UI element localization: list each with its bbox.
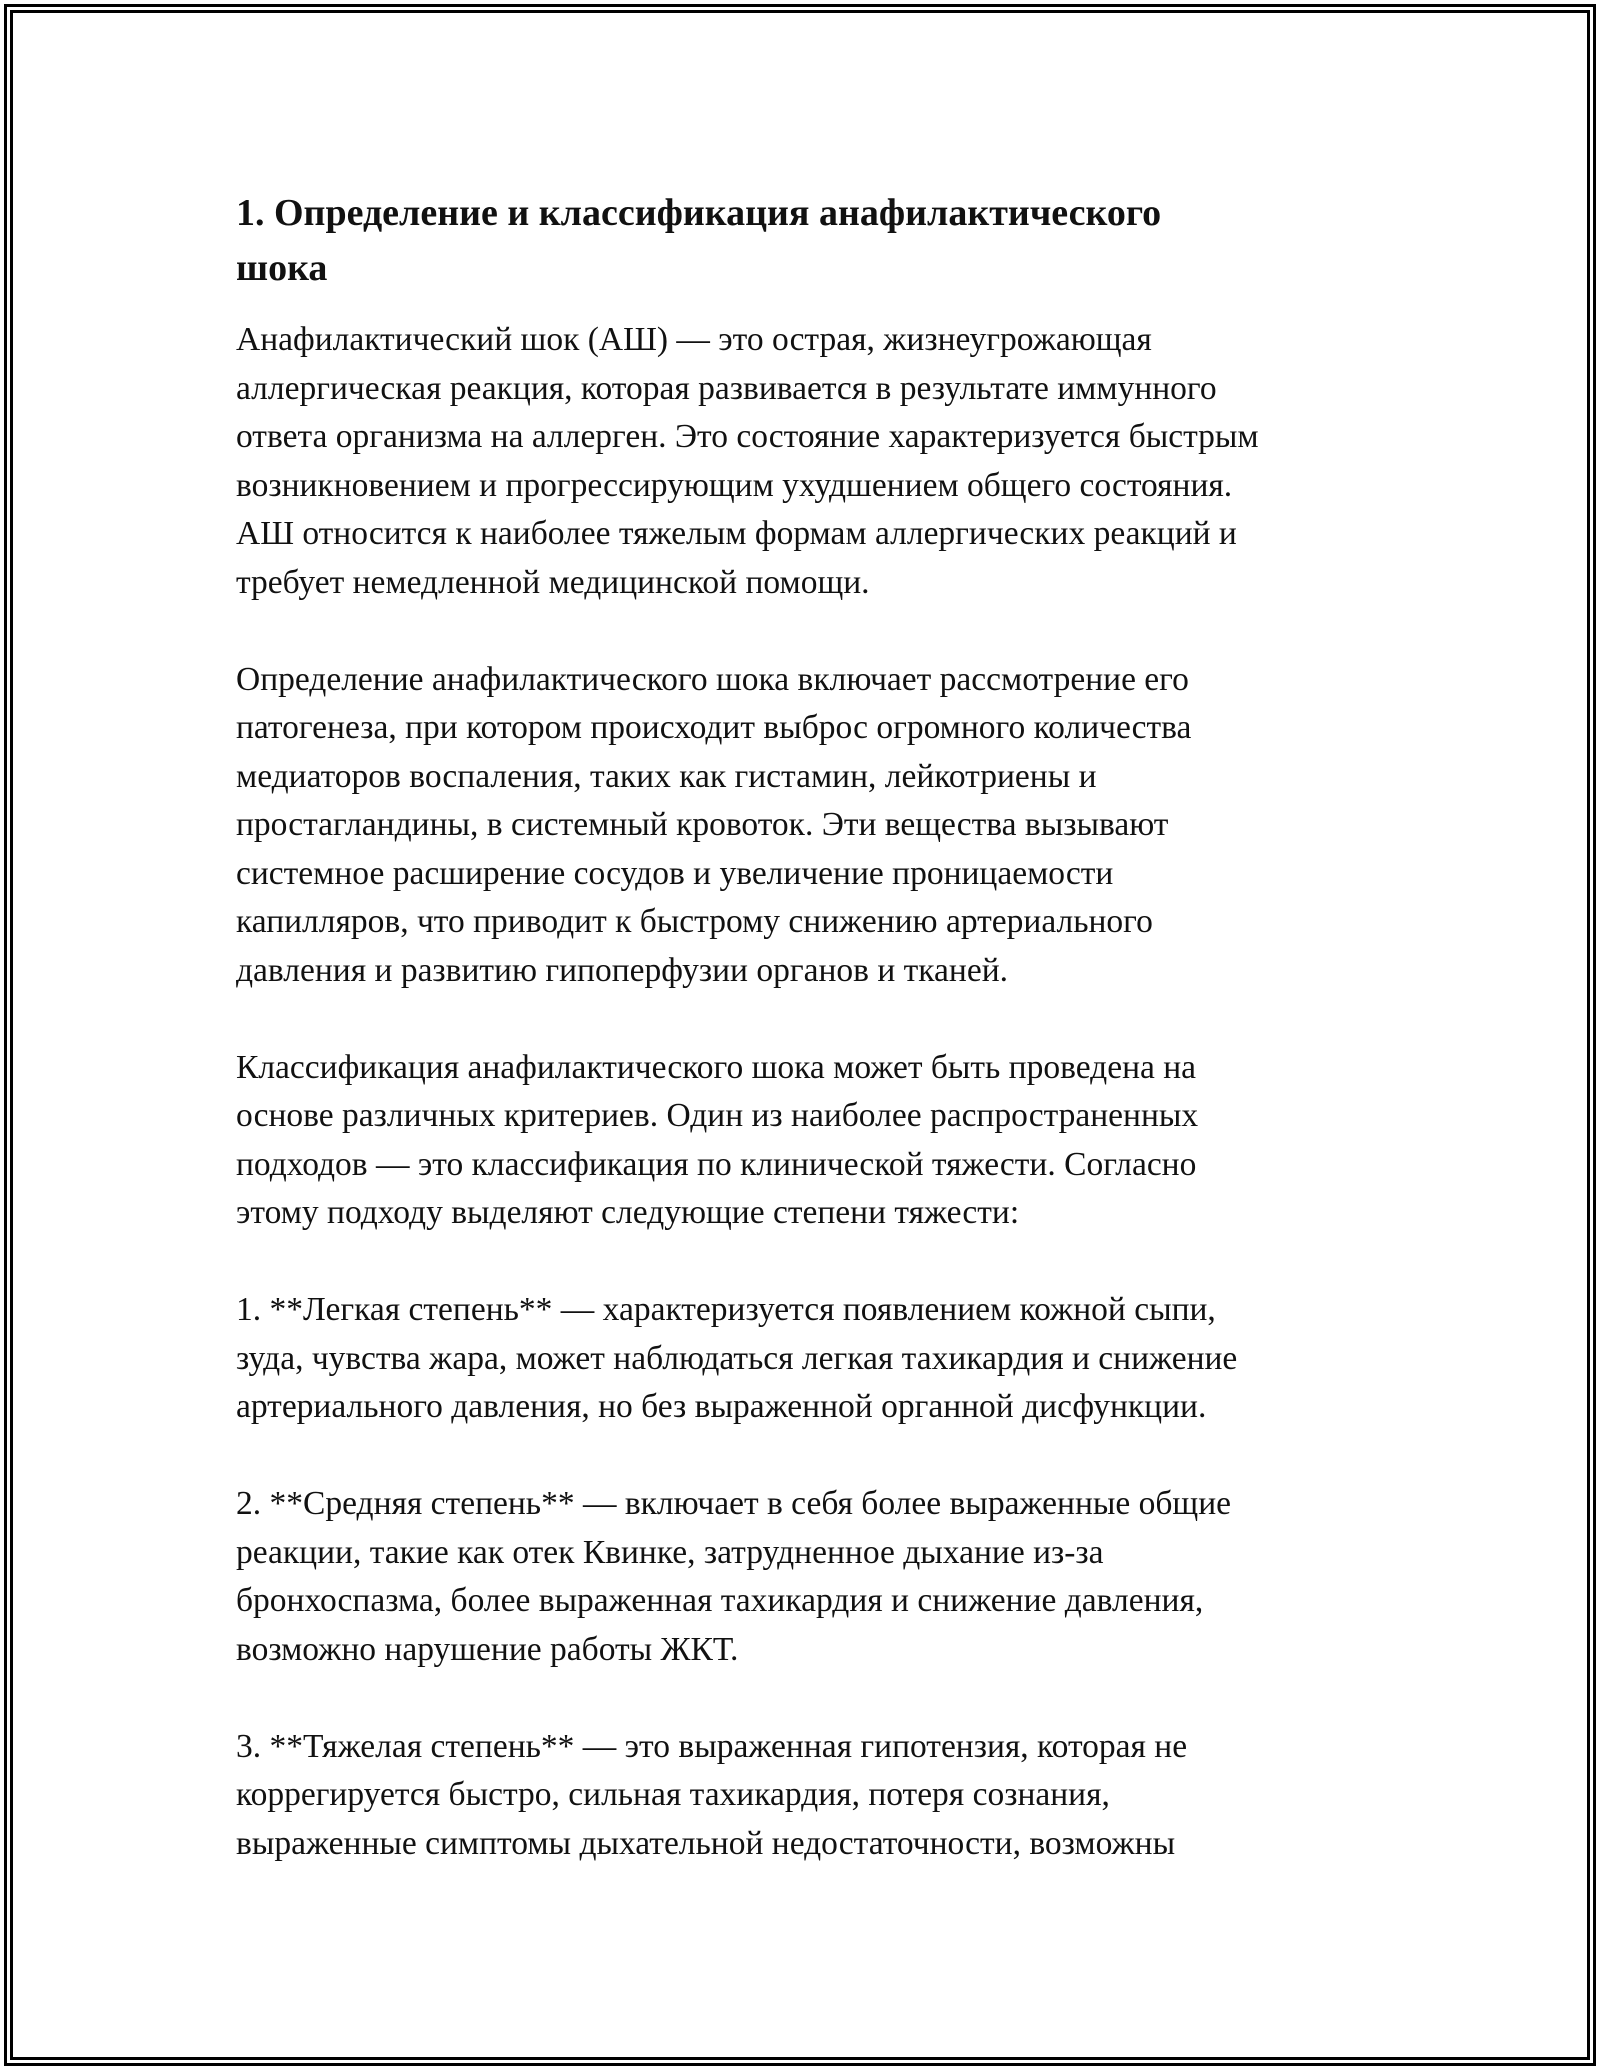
paragraph-definition: Анафилактический шок (АШ) — это острая, жизнеугрожающая аллергическая реакция, которая развивается в результате иммунного ответа организма на аллерген. Это состояние характеризуется быстрым возникновением и прогрессирующим ухудшением общего состояния. АШ относится к наиболее тяжелым формам аллергических реакций и требует немедленной медицинской помощи.: [236, 321, 1259, 601]
paragraph-classification: Классификация анафилактического шока может быть проведена на основе различных критериев. Один из наиболее распространенных подходов — это классификация по клинической тяжести. Согласно этому подходу выделяют следующие степени тяжести:: [236, 1048, 1199, 1231]
paragraph-pathogenesis: Определение анафилактического шока включает рассмотрение его патогенеза, при котором происходит выброс огромного количества медиаторов воспаления, таких как гистамин, лейкотриены и простагландины, в системный кровоток. Эти вещества вызывают системное расширение сосудов и увеличение проницаемости капилляров, что приводит к быстрому снижению артериального давления и развитию гипоперфузии органов и тканей.: [236, 660, 1192, 989]
paragraph-moderate-degree: 2. **Средняя степень** — включает в себя более выраженные общие реакции, такие как отек Квинке, затрудненное дыхание из-за бронхоспазма, более выраженная тахикардия и снижение давления, возможно нарушение работы ЖКТ.: [236, 1485, 1232, 1668]
section-heading: 1. Определение и классификация анафилактического шока: [236, 192, 1162, 289]
document-body: [236, 186, 1366, 1868]
paragraph-severe-degree: 3. **Тяжелая степень** — это выраженная гипотензия, которая не коррегируется быстро, сильная тахикардия, потеря сознания, выраженные симптомы дыхательной недостаточности, возможны: [236, 1727, 1188, 1862]
paragraph-mild-degree: 1. **Легкая степень** — характеризуется появлением кожной сыпи, зуда, чувства жара, может наблюдаться легкая тахикардия и снижение артериального давления, но без выраженной органной дисфункции.: [236, 1291, 1238, 1425]
